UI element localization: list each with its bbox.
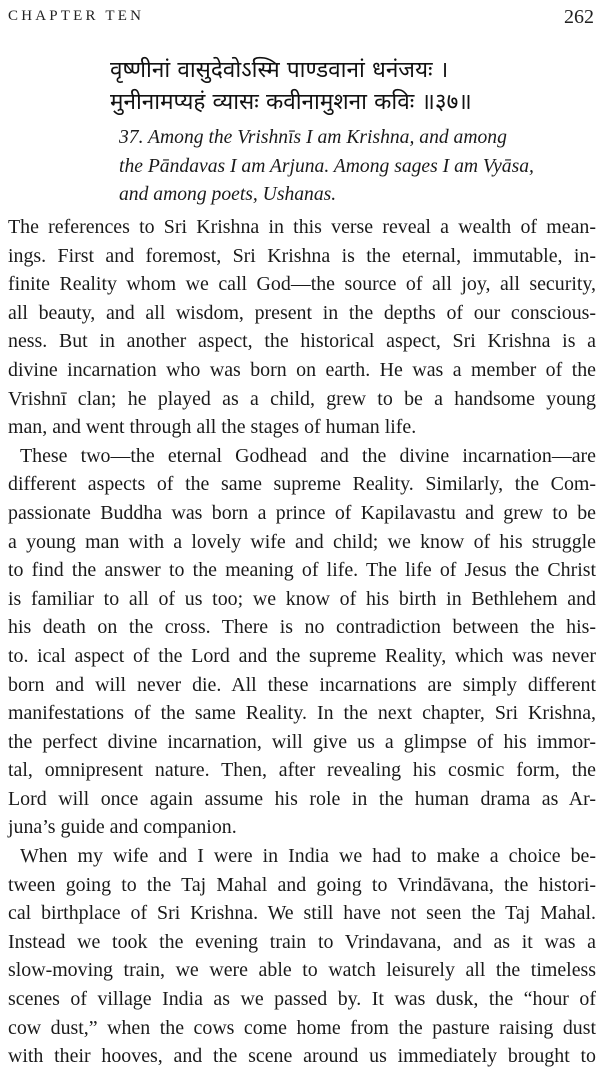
- text-line: all beauty, and all wisdom, present in the depths of our conscious-: [8, 301, 596, 324]
- commentary-body: [8, 213, 596, 1071]
- text-line: different aspects of the same supreme Reality. Similarly, the Com-: [8, 473, 596, 496]
- text-line: ness. But in another aspect, the historical aspect, Sri Krishna is a: [8, 330, 596, 353]
- text-line: divine incarnation who was born on earth. He was a member of the: [8, 358, 596, 381]
- paragraph-3: [8, 842, 596, 1071]
- text-line: juna’s guide and companion.: [8, 816, 237, 839]
- translation-line: and among poets, Ushanas.: [119, 184, 337, 205]
- text-line: These two—the eternal Godhead and the divine incarnation—are: [20, 444, 596, 467]
- translation-line: the Pāndavas I am Arjuna. Among sages I am Vyāsa,: [119, 155, 534, 177]
- text-line: to find the answer to the meaning of life. The life of Jesus the Christ: [8, 559, 596, 582]
- text-line: manifestations of the same Reality. In the next chapter, Sri Krishna,: [8, 702, 596, 725]
- text-line: The references to Sri Krishna in this verse reveal a wealth of mean-: [8, 216, 596, 238]
- text-line: with their hooves, and the scene around us immediately brought to: [8, 1045, 596, 1068]
- translation-line: 37. Among the Vrishnīs I am Krishna, and among: [119, 127, 507, 148]
- text-line: Lord will once again assume his role in the human drama as Ar-: [8, 787, 596, 810]
- paragraph-2: [8, 442, 596, 842]
- paragraph-1: [8, 213, 596, 442]
- text-line: scenes of village India as we passed by. It was dusk, the “hour of: [8, 988, 596, 1011]
- text-line: born and will never die. All these incarnations are simply different: [8, 673, 596, 696]
- text-line: a young man with a lovely wife and child; we know of his struggle: [8, 530, 596, 553]
- page-number: 262: [564, 6, 594, 28]
- text-line: slow-moving train, we were able to watch leisurely all the timeless: [8, 959, 596, 982]
- text-line: the perfect divine incarnation, will give us a glimpse of his immor-: [8, 730, 596, 753]
- text-line: Vrishnī clan; he played as a child, grew to be a handsome young: [8, 387, 596, 410]
- sanskrit-verse: [110, 54, 590, 118]
- text-line: cal birthplace of Sri Krishna. We still have not seen the Taj Mahal.: [8, 902, 596, 925]
- text-line: tween going to the Taj Mahal and going to Vrindāvana, the histori-: [8, 873, 596, 896]
- chapter-heading: CHAPTER TEN: [8, 8, 145, 24]
- text-line: cow dust,” when the cows come home from the pasture raising dust: [8, 1016, 596, 1039]
- verse-line-2: मुनीनामप्यहं व्यासः कवीनामुशना कविः ॥३७॥: [110, 89, 472, 115]
- text-line: Instead we took the evening train to Vrindavana, and as it was a: [8, 930, 596, 953]
- running-header: [8, 6, 594, 30]
- text-line: When my wife and I were in India we had to make a choice be-: [20, 845, 596, 868]
- text-line: man, and went through all the stages of human life.: [8, 416, 417, 439]
- text-line: ings. First and foremost, Sri Krishna is the eternal, immutable, in-: [8, 244, 596, 267]
- verse-translation: [119, 124, 589, 210]
- text-line: to. ical aspect of the Lord and the supreme Reality, which was never: [8, 644, 596, 667]
- verse-line-1: वृष्णीनां वासुदेवोऽस्मि पाण्डवानां धनंजयः ।: [110, 57, 449, 83]
- text-line: finite Reality whom we call God—the source of all joy, all security,: [8, 273, 596, 296]
- text-line: passionate Buddha was born a prince of Kapilavastu and grew to be: [8, 501, 596, 524]
- text-line: is familiar to all of us too; we know of his birth in Bethlehem and: [8, 587, 596, 610]
- text-line: tal, omnipresent nature. Then, after revealing his cosmic form, the: [8, 759, 596, 782]
- text-line: his death on the cross. There is no contradiction between the his-: [8, 616, 596, 639]
